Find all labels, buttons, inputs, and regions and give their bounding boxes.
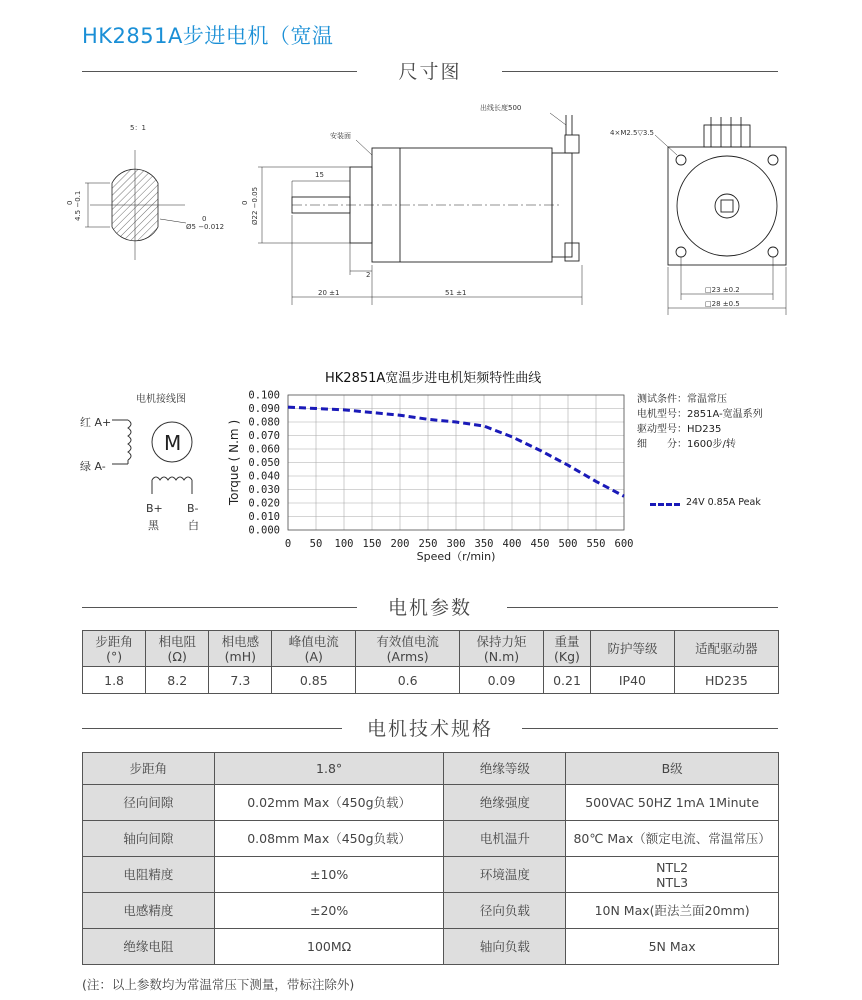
lead-len-label: 出线长度500 (480, 104, 522, 112)
body-len-dim: 51 ±1 (445, 289, 467, 297)
page-title: HK2851A步进电机（宽温 (82, 24, 334, 48)
flange-dim: □28 ±0.5 (705, 300, 740, 308)
params-header-unit: (Kg) (554, 648, 580, 664)
params-value-cell: 0.6 (356, 667, 460, 694)
specs-label-cell (83, 753, 215, 785)
specs-value-cell (214, 821, 444, 857)
params-header-title: 保持力矩 (476, 633, 527, 649)
y-tick-label: 0.000 (248, 524, 280, 537)
x-tick-label: 300 (446, 538, 466, 550)
specs-cell-text: 径向负载 (479, 903, 530, 918)
specs-cell-text: ±20% (309, 903, 349, 918)
specs-row (83, 857, 779, 893)
hole-spacing-dim: □23 ±0.2 (705, 286, 740, 294)
section-params-heading (82, 593, 778, 623)
y-axis-label: Torque ( N.m ) (227, 419, 241, 506)
specs-cell-text: 0.08mm Max（450g负载） (247, 831, 412, 846)
x-tick-label: 250 (418, 538, 438, 550)
params-header-cell (209, 631, 272, 667)
wire-b-plus-color: 黑 (148, 519, 159, 532)
params-header-title: 相电阻 (158, 633, 196, 649)
specs-value-cell (214, 893, 444, 929)
y-tick-label: 0.050 (248, 457, 280, 469)
specs-cell-text: 电阻精度 (123, 867, 174, 882)
specs-row (83, 893, 779, 929)
x-tick-label: 50 (309, 538, 323, 550)
chart-svg (225, 365, 640, 570)
specs-value-cell (566, 785, 779, 821)
wire-a-minus: 绿 A- (80, 460, 106, 473)
x-tick-label: 200 (390, 538, 410, 550)
x-tick-label: 600 (614, 538, 634, 550)
pilot-dia-upper: 0 (241, 200, 249, 205)
specs-table (82, 752, 779, 965)
motor-symbol: M (164, 431, 182, 455)
params-value-cell: 0.85 (272, 667, 356, 694)
shaft-len-dim: 20 ±1 (318, 289, 340, 297)
specs-cell-text: 步距角 (129, 761, 168, 776)
x-tick-label: 450 (530, 538, 550, 550)
params-header-cell (356, 631, 460, 667)
section-specs-heading (82, 714, 778, 744)
specs-cell-text: 0.02mm Max（450g负载） (247, 795, 412, 810)
specs-label-cell (444, 753, 566, 785)
wire-a-plus: 红 A+ (80, 416, 112, 429)
specs-cell-text: 1.8° (316, 761, 343, 776)
section-dimensions-heading (82, 57, 778, 87)
specs-cell-text: 电感精度 (123, 903, 174, 918)
specs-value-cell (566, 821, 779, 857)
specs-value-cell (214, 857, 444, 893)
specs-label-cell (83, 821, 215, 857)
params-header-title: 步距角 (95, 633, 133, 649)
params-header-title: 防护等级 (607, 641, 658, 656)
shaft-flat-upper: 0 (66, 200, 74, 205)
pilot-dia-dim: Ø22 −0.05 (251, 186, 259, 225)
chart-title: HK2851A宽温步进电机矩频特性曲线 (325, 371, 542, 386)
specs-label-cell (444, 821, 566, 857)
y-tick-label: 0.100 (248, 389, 280, 402)
specs-value-cell (214, 929, 444, 965)
legend-swatch (650, 503, 680, 506)
specs-value-cell (214, 753, 444, 785)
params-header-cell (543, 631, 590, 667)
specs-label-cell (83, 893, 215, 929)
specs-label-cell (83, 929, 215, 965)
params-header-title: 适配驱动器 (695, 641, 758, 656)
specs-value-cell (566, 893, 779, 929)
specs-cell-text: 轴向间隙 (123, 831, 174, 846)
specs-row (83, 753, 779, 785)
specs-cell-text: 绝缘电阻 (123, 939, 174, 954)
x-tick-label: 350 (474, 538, 494, 550)
specs-cell-text: 绝缘等级 (479, 761, 530, 776)
params-value-cell: 0.21 (543, 667, 590, 694)
section-dimensions-title: 尺寸图 (384, 61, 475, 83)
x-tick-label: 550 (586, 538, 606, 550)
specs-cell-text: 径向间隙 (123, 795, 174, 810)
params-header-title: 相电感 (221, 633, 260, 649)
dimension-drawing-svg (0, 95, 862, 325)
wire-b-minus-color: 白 (188, 519, 199, 532)
chart-legend (650, 496, 800, 512)
specs-cell-text: 轴向负载 (479, 939, 530, 954)
shaft-dia-upper: 0 (202, 215, 207, 223)
x-tick-label: 0 (284, 538, 292, 550)
dimension-drawing (0, 95, 862, 325)
wire-b-plus: B+ (146, 502, 163, 515)
specs-label-cell (444, 785, 566, 821)
specs-cell-text: 电机温升 (479, 831, 530, 846)
params-table (82, 630, 779, 694)
params-header-title: 峰值电流 (288, 633, 339, 649)
params-header-cell (591, 631, 675, 667)
params-header-cell (460, 631, 544, 667)
params-header-cell (146, 631, 209, 667)
specs-cell-text: 500VAC 50HZ 1mA 1Minute (585, 795, 760, 810)
x-tick-label: 400 (502, 538, 522, 550)
y-tick-label: 0.020 (248, 497, 280, 510)
params-value-cell: 8.2 (146, 667, 209, 694)
section-params-title: 电机参数 (374, 597, 486, 619)
specs-cell-text: B级 (661, 761, 683, 776)
x-tick-label: 500 (558, 538, 578, 550)
params-header-unit: (mH) (224, 648, 257, 664)
side-view (258, 113, 582, 305)
flat-len-dim: 15 (315, 171, 324, 179)
y-tick-label: 0.030 (248, 484, 280, 496)
specs-row (83, 785, 779, 821)
params-value-cell: 7.3 (209, 667, 272, 694)
specs-cell-text: 100MΩ (307, 939, 352, 954)
footnote: (注：以上参数均为常温常压下测量，带标注除外) (82, 977, 355, 992)
legend-label: 24V 0.85A Peak (686, 497, 761, 508)
params-header-cell (83, 631, 146, 667)
specs-row (83, 929, 779, 965)
specs-label-cell (444, 893, 566, 929)
params-value-cell: IP40 (591, 667, 675, 694)
test-conditions (637, 392, 763, 452)
shaft-dia-dim: Ø5 −0.012 (186, 223, 225, 231)
wiring-diagram (80, 390, 220, 540)
specs-label-cell (83, 785, 215, 821)
shaft-section-view (85, 150, 186, 260)
params-value-cell: 1.8 (83, 667, 146, 694)
specs-label-cell (444, 929, 566, 965)
y-tick-label: 0.040 (248, 470, 280, 483)
params-header-unit: (Ω) (167, 648, 187, 664)
condition-line: 驱动型号：HD235 (637, 424, 722, 435)
y-tick-label: 0.080 (248, 416, 280, 429)
specs-label-cell (444, 857, 566, 893)
condition-line: 测试条件：常温常压 (637, 394, 727, 405)
specs-cell-text: ±10% (309, 867, 349, 882)
specs-cell-text: 5N Max (648, 939, 696, 954)
holes-label: 4×M2.5▽3.5 (610, 129, 655, 137)
params-header-unit: (°) (106, 648, 123, 664)
x-axis-label: Speed（r/min) (416, 550, 496, 563)
condition-line: 电机型号：2851A-宽温系列 (637, 409, 763, 420)
shaft-flat-dim: 4.5 −0.1 (74, 190, 82, 221)
params-header-cell (674, 631, 778, 667)
condition-line: 细 分：1600步/转 (637, 439, 736, 450)
specs-cell-text: 10N Max(距法兰面20mm) (594, 903, 750, 918)
specs-row (83, 821, 779, 857)
specs-cell-text: 绝缘强度 (479, 795, 530, 810)
y-tick-label: 0.060 (248, 443, 280, 456)
params-header-unit: (A) (304, 648, 323, 664)
specs-value-cell (566, 857, 779, 893)
specs-value-cell (566, 753, 779, 785)
wiring-title: 电机接线图 (136, 394, 186, 405)
params-value-cell: HD235 (674, 667, 778, 694)
params-header-unit: (Arms) (386, 648, 429, 664)
params-header-title: 有效值电流 (376, 633, 439, 649)
torque-chart (225, 365, 640, 570)
pilot-height-dim: 2 (366, 271, 371, 279)
y-tick-label: 0.010 (248, 511, 280, 523)
section-specs-title: 电机技术规格 (353, 718, 507, 740)
y-tick-label: 0.070 (248, 430, 280, 442)
wire-b-minus: B- (187, 502, 199, 515)
params-value-row (83, 667, 779, 694)
specs-value-cell (566, 929, 779, 965)
specs-value-cell (214, 785, 444, 821)
params-header-cell (272, 631, 356, 667)
specs-cell-text: 80℃ Max（额定电流、常温常压） (573, 831, 771, 846)
specs-label-cell (83, 857, 215, 893)
specs-cell-text: NTL3 (656, 874, 689, 890)
params-value-cell: 0.09 (460, 667, 544, 694)
params-header-unit: (N.m) (483, 648, 520, 664)
y-tick-label: 0.090 (248, 403, 280, 415)
ratio-label: 5：1 (130, 124, 146, 132)
specs-cell-text: 环境温度 (479, 867, 530, 882)
specs-cell-text: NTL2 (656, 859, 689, 875)
params-header-row (83, 631, 779, 667)
pilot-label: 安装面 (330, 132, 351, 140)
x-tick-label: 150 (362, 538, 382, 550)
x-tick-label: 100 (334, 538, 354, 550)
params-header-title: 重量 (554, 633, 580, 649)
